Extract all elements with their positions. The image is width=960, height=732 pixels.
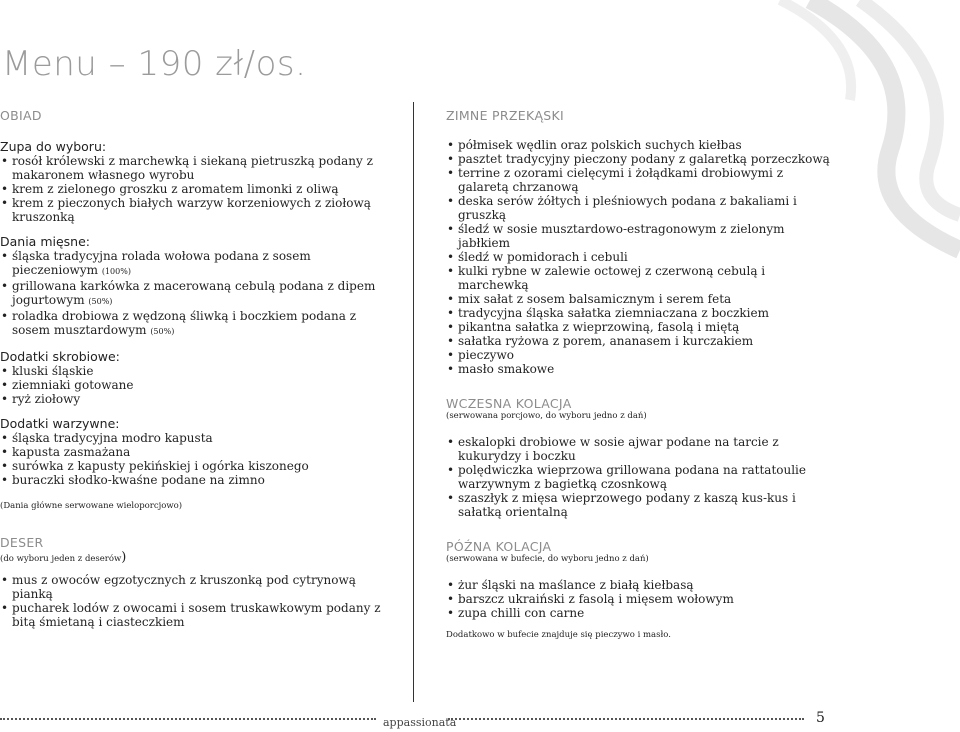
skrobiowe-list — [0, 364, 392, 406]
list-item: • krem z pieczonych białych warzyw korzeniowych z ziołową kruszonką — [0, 196, 392, 224]
miesne-title: Dania mięsne: — [0, 234, 90, 249]
list-item: • ziemniaki gotowane — [0, 378, 392, 392]
list-item: • grillowana karkówka z macerowaną cebulą podana z dipem jogurtowym (50%) — [0, 279, 392, 309]
pozna-title: PÓŹNA KOLACJA — [446, 539, 552, 554]
list-item: • mix sałat z sosem balsamicznym i serem feta — [446, 292, 836, 306]
zimne-list — [446, 138, 836, 376]
list-item: • śląska tradycyjna modro kapusta — [0, 431, 392, 445]
right-column — [446, 108, 836, 640]
miesne-list — [0, 249, 392, 339]
warzywne-title: Dodatki warzywne: — [0, 416, 120, 431]
wczesna-list — [446, 435, 836, 519]
list-item: • eskalopki drobiowe w sosie ajwar podane na tarcie z kukurydzy i boczku — [446, 435, 836, 463]
page-title: Menu – 190 zł/os. — [2, 44, 307, 84]
left-column — [0, 108, 392, 629]
deser-list — [0, 573, 392, 629]
list-item: • deska serów żółtych i pleśniowych podana z bakaliami i gruszką — [446, 194, 836, 222]
list-item: • sałatka ryżowa z porem, ananasem i kurczakiem — [446, 334, 836, 348]
list-item: • terrine z ozorami cielęcymi i żołądkami drobiowymi z galaretą chrzanową — [446, 166, 836, 194]
deser-title: DESER — [0, 535, 44, 550]
list-item: • mus z owoców egzotycznych z kruszonką pod cytrynową pianką — [0, 573, 392, 601]
list-item: • śląska tradycyjna rolada wołowa podana z sosem pieczeniowym (100%) — [0, 249, 392, 279]
obiad-title: OBIAD — [0, 108, 42, 123]
list-item: • kulki rybne w zalewie octowej z czerwoną cebulą i marchewką — [446, 264, 836, 292]
list-item: • zupa chilli con carne — [446, 606, 836, 620]
pozna-list — [446, 578, 836, 620]
list-item: • kapusta zasmażana — [0, 445, 392, 459]
list-item: • pasztet tradycyjny pieczony podany z galaretką porzeczkową — [446, 152, 836, 166]
list-item: • śledź w sosie musztardowo-estragonowym z zielonym jabłkiem — [446, 222, 836, 250]
list-item: • śledź w pomidorach i cebuli — [446, 250, 836, 264]
list-item: • pieczywo — [446, 348, 836, 362]
list-item: • rosół królewski z marchewką i siekaną pietruszką podany z makaronem własnego wyrobu — [0, 154, 392, 182]
list-item: • krem z zielonego groszku z aromatem limonki z oliwą — [0, 182, 392, 196]
list-item: • półmisek wędlin oraz polskich suchych kiełbas — [446, 138, 836, 152]
list-item: • roladka drobiowa z wędzoną śliwką i boczkiem podana z sosem musztardowym (50%) — [0, 309, 392, 339]
list-item: • ryż ziołowy — [0, 392, 392, 406]
footer-dots-right — [448, 718, 804, 720]
column-divider — [413, 102, 414, 702]
obiad-note: (Dania główne serwowane wieloporcjowo) — [0, 501, 183, 511]
deser-note: (do wyboru jeden z deserów) — [0, 550, 127, 565]
list-item: • surówka z kapusty pekińskiej i ogórka kiszonego — [0, 459, 392, 473]
warzywne-list — [0, 431, 392, 487]
list-item: • barszcz ukraiński z fasolą i mięsem wołowym — [446, 592, 836, 606]
list-item: • pucharek lodów z owocami i sosem truskawkowym podany z bitą śmietaną i ciasteczkiem — [0, 601, 392, 629]
page-footer — [0, 712, 960, 732]
zimne-title: ZIMNE PRZEKĄSKI — [446, 108, 565, 123]
list-item: • tradycyjna śląska sałatka ziemniaczana z boczkiem — [446, 306, 836, 320]
list-item: • szaszłyk z mięsa wieprzowego podany z kaszą kus-kus i sałatką orientalną — [446, 491, 836, 519]
list-item: • buraczki słodko-kwaśne podane na zimno — [0, 473, 392, 487]
page-number: 5 — [816, 710, 825, 726]
wczesna-note: (serwowana porcjowo, do wyboru jedno z dań) — [446, 411, 647, 421]
footer-brand: appassionata — [383, 716, 457, 729]
list-item: • kluski śląskie — [0, 364, 392, 378]
list-item: • żur śląski na maślance z białą kiełbasą — [446, 578, 836, 592]
list-item: • pikantna sałatka z wieprzowiną, fasolą i miętą — [446, 320, 836, 334]
pozna-note: (serwowana w bufecie, do wyboru jedno z dań) — [446, 554, 649, 564]
list-item: • polędwiczka wieprzowa grillowana podana na rattatoulie warzywnym z bagietką czosnkową — [446, 463, 836, 491]
pozna-footer-note: Dodatkowo w bufecie znajduje się pieczywo i masło. — [446, 630, 671, 640]
zupa-title: Zupa do wyboru: — [0, 139, 107, 154]
footer-dots-left — [0, 718, 376, 720]
zupa-list — [0, 154, 392, 224]
list-item: • masło smakowe — [446, 362, 836, 376]
wczesna-title: WCZESNA KOLACJA — [446, 396, 572, 411]
skrobiowe-title: Dodatki skrobiowe: — [0, 349, 120, 364]
